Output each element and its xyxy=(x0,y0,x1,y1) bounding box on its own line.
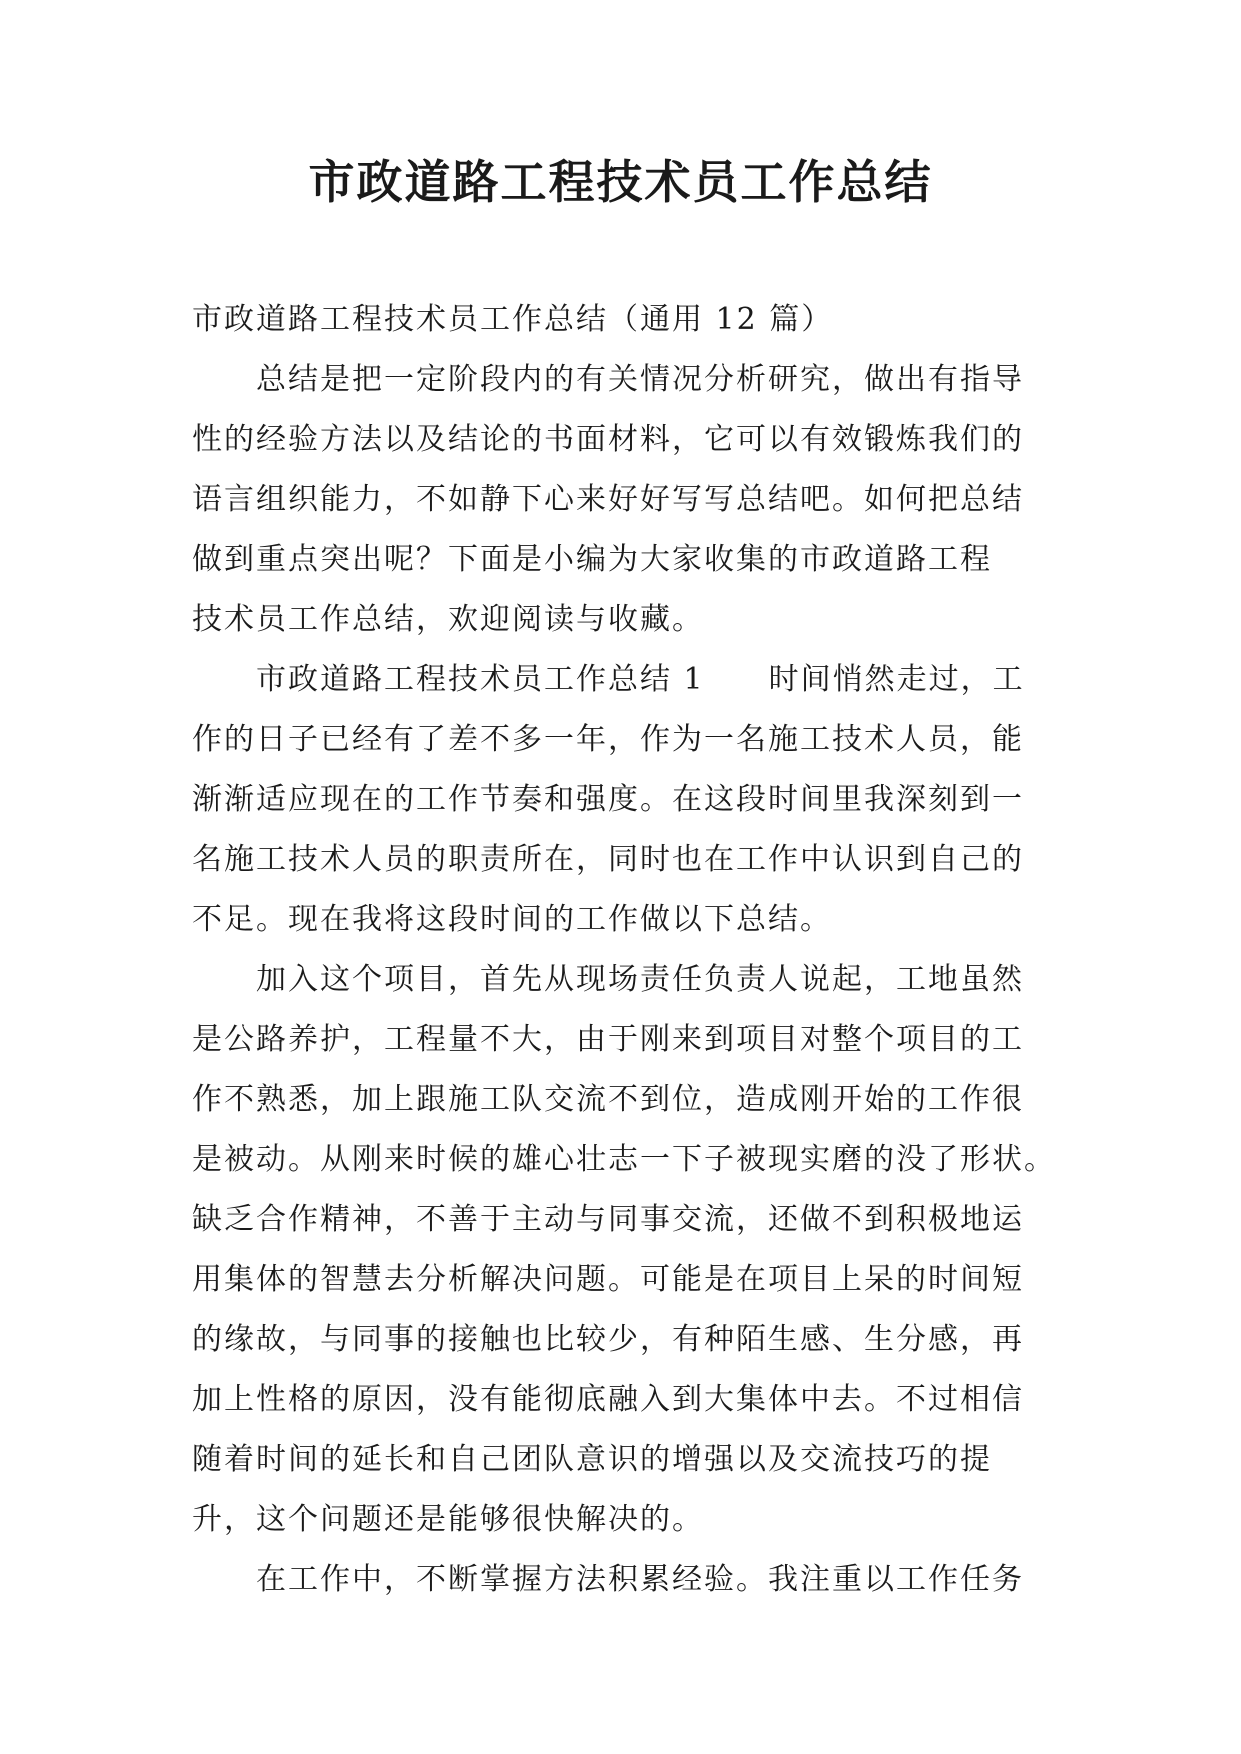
paragraph-line: 的缘故，与同事的接触也比较少，有种陌生感、生分感，再 xyxy=(192,1322,1024,1357)
paragraph-line: 技术员工作总结，欢迎阅读与收藏。 xyxy=(192,602,704,637)
document-subtitle: 市政道路工程技术员工作总结（通用 12 篇） xyxy=(192,302,834,337)
paragraph-line: 是被动。从刚来时候的雄心壮志一下子被现实磨的没了形状。 xyxy=(192,1142,1056,1177)
paragraph-line: 渐渐适应现在的工作节奏和强度。在这段时间里我深刻到一 xyxy=(192,782,1024,817)
paragraph-line: 缺乏合作精神，不善于主动与同事交流，还做不到积极地运 xyxy=(192,1202,1024,1237)
document-title: 市政道路工程技术员工作总结 xyxy=(308,155,933,209)
document-body xyxy=(192,290,1056,1610)
paragraph-line: 加入这个项目，首先从现场责任负责人说起，工地虽然 xyxy=(256,962,1024,997)
section-heading-line xyxy=(192,650,1052,710)
paragraph-line: 作不熟悉，加上跟施工队交流不到位，造成刚开始的工作很 xyxy=(192,1082,1024,1117)
paragraph-line: 加上性格的原因，没有能彻底融入到大集体中去。不过相信 xyxy=(192,1382,1024,1417)
paragraph-line: 语言组织能力，不如静下心来好好写写总结吧。如何把总结 xyxy=(192,482,1024,517)
paragraph-line: 总结是把一定阶段内的有关情况分析研究，做出有指导 xyxy=(256,362,1024,397)
paragraph-line: 在工作中，不断掌握方法积累经验。我注重以工作任务 xyxy=(256,1562,1024,1597)
paragraph-line: 不足。现在我将这段时间的工作做以下总结。 xyxy=(192,902,832,937)
paragraph-line: 用集体的智慧去分析解决问题。可能是在项目上呆的时间短 xyxy=(192,1262,1024,1297)
paragraph-line: 作的日子已经有了差不多一年，作为一名施工技术人员，能 xyxy=(192,722,1024,757)
paragraph-line: 名施工技术人员的职责所在，同时也在工作中认识到自己的 xyxy=(192,842,1024,877)
paragraph-line: 升，这个问题还是能够很快解决的。 xyxy=(192,1502,704,1537)
paragraph-line: 随着时间的延长和自己团队意识的增强以及交流技巧的提 xyxy=(192,1442,992,1477)
paragraph-line: 时间悄然走过，工 xyxy=(768,662,1025,697)
paragraph-line: 性的经验方法以及结论的书面材料，它可以有效锻炼我们的 xyxy=(192,422,1024,457)
paragraph-line: 是公路养护，工程量不大，由于刚来到项目对整个项目的工 xyxy=(192,1022,1024,1057)
section-heading: 市政道路工程技术员工作总结 1 xyxy=(256,662,705,697)
paragraph-line: 做到重点突出呢？下面是小编为大家收集的市政道路工程 xyxy=(192,542,992,577)
